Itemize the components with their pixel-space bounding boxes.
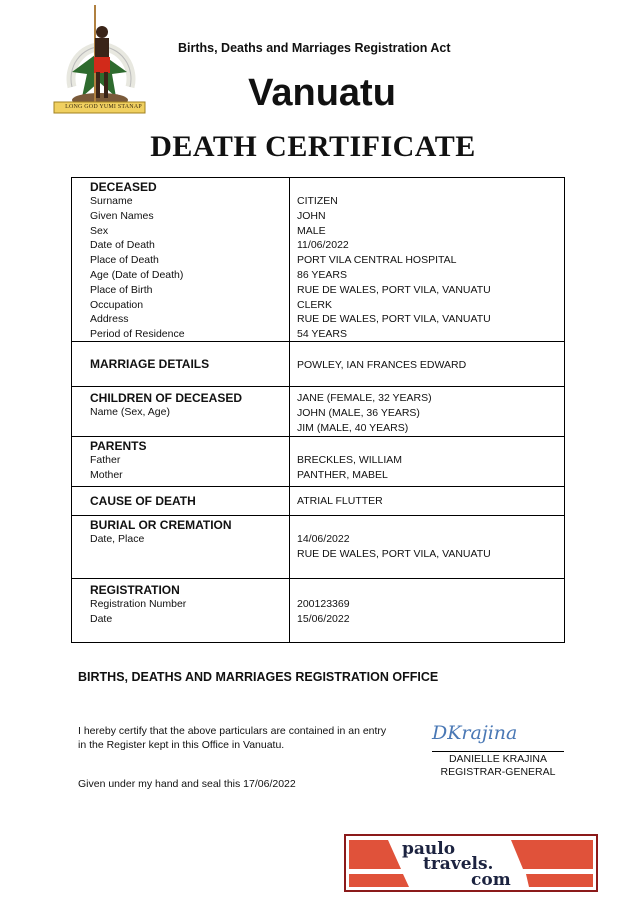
deceased-field-value: CITIZEN: [297, 195, 338, 207]
marriage-heading: MARRIAGE DETAILS: [90, 357, 210, 371]
child-value: JOHN (MALE, 36 YEARS): [297, 406, 420, 419]
logo-text: paulo: [402, 839, 456, 859]
deceased-field-value: PORT VILA CENTRAL HOSPITAL: [297, 254, 457, 267]
deceased-field-value: JOHN: [297, 209, 326, 222]
registration-heading: REGISTRATION: [90, 583, 180, 597]
deceased-field-label: Sex: [90, 224, 109, 237]
certify-line: in the Register kept in this Office in Vanuatu.: [78, 739, 285, 751]
deceased-field-label: Place of Birth: [90, 283, 153, 296]
registrar-title: REGISTRAR-GENERAL: [440, 766, 556, 778]
cause-value: ATRIAL FLUTTER: [297, 495, 383, 507]
cause-heading: CAUSE OF DEATH: [90, 494, 196, 508]
burial-heading: BURIAL OR CREMATION: [90, 518, 232, 532]
burial-label: Date, Place: [90, 533, 145, 545]
deceased-field-label: Period of Residence: [90, 328, 185, 341]
section-cause: [72, 486, 564, 515]
father-label: Father: [90, 454, 121, 466]
logo-text: com: [471, 870, 511, 890]
deceased-field-label: Date of Death: [90, 239, 155, 252]
deceased-field-label: Occupation: [90, 298, 144, 311]
burial-date: 14/06/2022: [297, 533, 350, 545]
watermark-logo: [344, 834, 598, 892]
deceased-field-label: Place of Death: [90, 254, 159, 267]
logo-text: travels.: [423, 854, 494, 874]
deceased-field-value: 54 YEARS: [297, 328, 348, 341]
reg-number-label: Registration Number: [90, 598, 187, 610]
given-statement: Given under my hand and seal this 17/06/2022: [78, 778, 296, 790]
father-value: BRECKLES, WILLIAM: [297, 454, 403, 466]
reg-number: 200123369: [297, 598, 350, 610]
registrar-block: [432, 753, 564, 779]
section-registration: [72, 578, 564, 642]
certification-text: [78, 724, 428, 752]
mother-value: PANTHER, MABEL: [297, 468, 388, 481]
deceased-field-label: Surname: [90, 195, 133, 207]
reg-date: 15/06/2022: [297, 612, 350, 625]
coat-of-arms-motto: LONG GOD YUMI STANAP: [65, 104, 142, 110]
deceased-field-value: MALE: [297, 224, 326, 237]
certify-line: I hereby certify that the above particulars are contained in an entry: [78, 725, 387, 737]
act-title: Births, Deaths and Marriages Registration Act: [178, 41, 451, 55]
office-title: BIRTHS, DEATHS AND MARRIAGES REGISTRATION OFFICE: [78, 670, 439, 684]
signature-line: [432, 751, 564, 752]
deceased-field-value: 11/06/2022: [297, 239, 349, 252]
signature: DKrajina: [432, 722, 518, 744]
country-title: Vanuatu: [248, 72, 396, 114]
deceased-field-value: 86 YEARS: [297, 268, 348, 281]
certificate-table: [71, 177, 565, 643]
section-marriage: [72, 341, 564, 386]
marriage-value: POWLEY, IAN FRANCES EDWARD: [297, 359, 467, 371]
deceased-field-value: RUE DE WALES, PORT VILA, VANUATU: [297, 283, 491, 296]
document-title: DEATH CERTIFICATE: [150, 130, 476, 163]
deceased-heading: DECEASED: [90, 180, 157, 194]
registrar-name: DANIELLE KRAJINA: [448, 753, 548, 765]
section-deceased: [72, 178, 564, 341]
deceased-field-label: Age (Date of Death): [90, 268, 184, 281]
children-heading: CHILDREN OF DECEASED: [90, 391, 243, 405]
mother-label: Mother: [90, 468, 123, 481]
section-children: [72, 386, 564, 436]
deceased-field-label: Given Names: [90, 209, 154, 222]
reg-date-label: Date: [90, 612, 113, 625]
children-label: Name (Sex, Age): [90, 406, 170, 418]
deceased-field-value: CLERK: [297, 298, 333, 311]
deceased-field-value: RUE DE WALES, PORT VILA, VANUATU: [297, 313, 491, 326]
parents-heading: PARENTS: [90, 439, 147, 453]
section-burial: [72, 515, 564, 578]
section-parents: [72, 436, 564, 486]
child-value: JIM (MALE, 40 YEARS): [297, 421, 409, 434]
burial-place: RUE DE WALES, PORT VILA, VANUATU: [297, 547, 491, 560]
child-value: JANE (FEMALE, 32 YEARS): [297, 392, 432, 404]
deceased-field-label: Address: [90, 313, 129, 326]
